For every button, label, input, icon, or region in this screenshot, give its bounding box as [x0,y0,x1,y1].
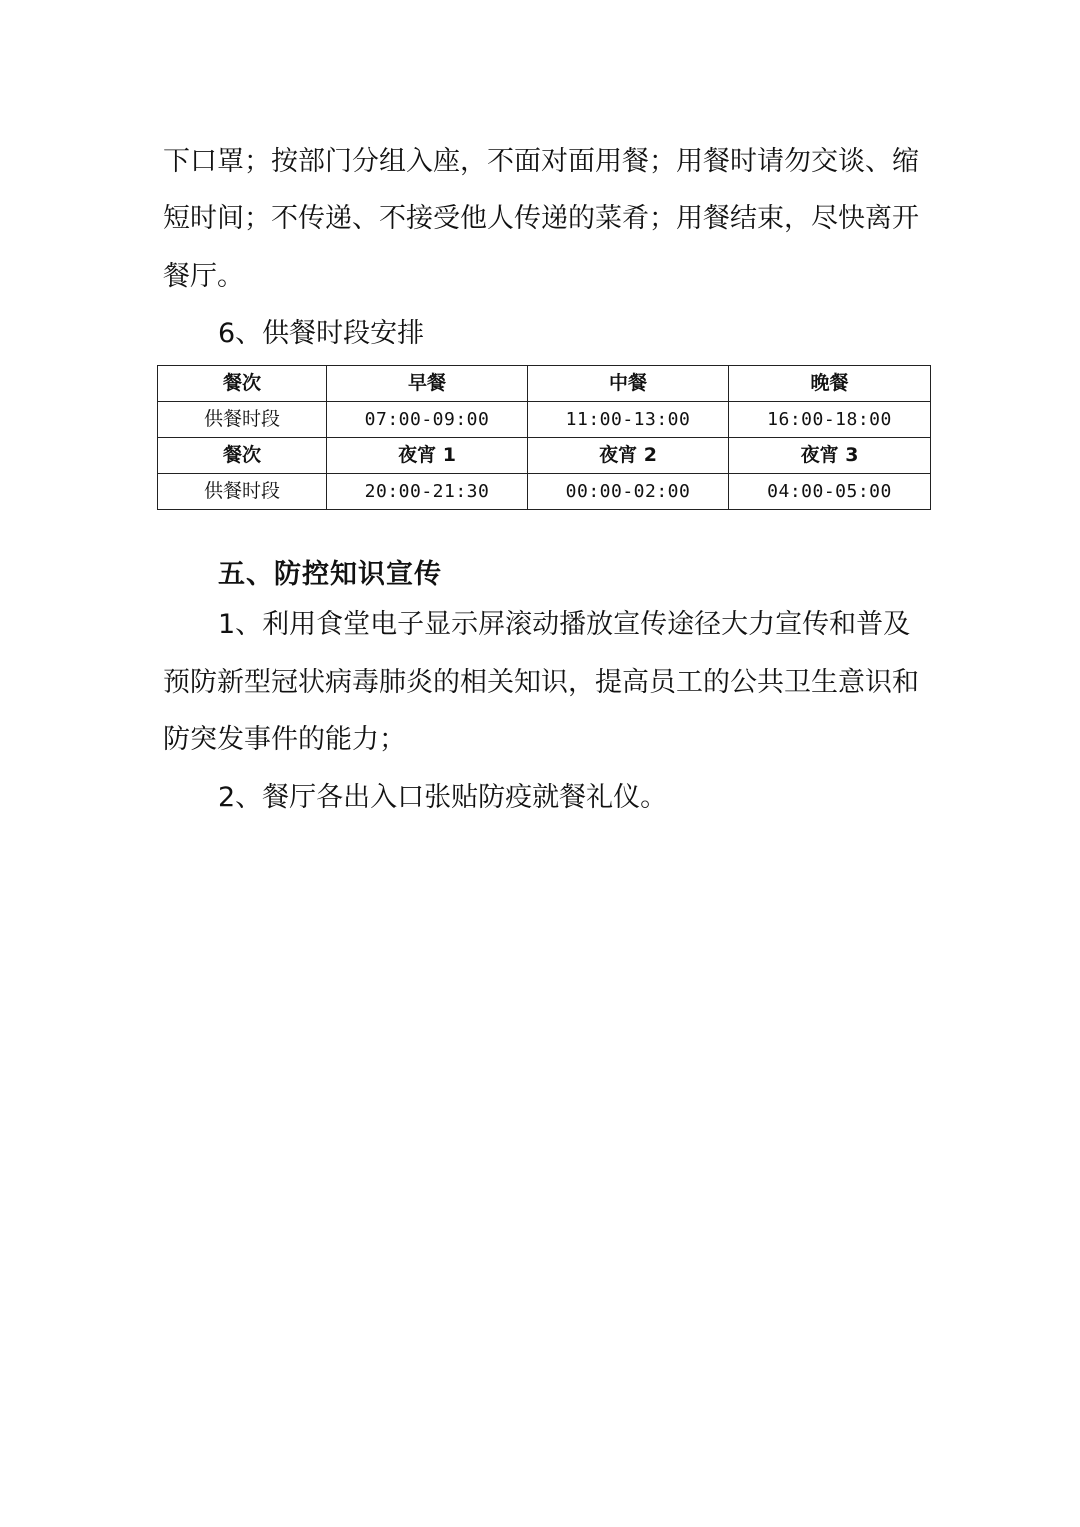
table-cell: 供餐时段 [158,474,327,510]
table-cell: 04:00-05:00 [729,474,931,510]
table-cell: 夜宵 2 [528,438,729,474]
paragraph-line: 下口罩；按部门分组入座，不面对面用餐；用餐时请勿交谈、缩 [163,146,919,177]
table-cell: 夜宵 1 [327,438,528,474]
paragraph-line: 餐厅。 [163,261,244,292]
table-cell: 16:00-18:00 [729,402,931,438]
table-row [158,402,931,438]
table-cell: 夜宵 3 [729,438,931,474]
table-row [158,366,931,402]
table-cell: 11:00-13:00 [528,402,729,438]
paragraph-line: 2、餐厅各出入口张贴防疫就餐礼仪。 [218,782,668,813]
table-cell: 餐次 [158,438,327,474]
paragraph-line: 短时间；不传递、不接受他人传递的菜肴；用餐结束，尽快离开 [163,203,919,234]
table-cell: 供餐时段 [158,402,327,438]
section-5-heading: 五、防控知识宣传 [218,559,442,590]
table-cell: 中餐 [528,366,729,402]
paragraph-line: 1、利用食堂电子显示屏滚动播放宣传途径大力宣传和普及 [218,609,911,640]
table-cell: 餐次 [158,366,327,402]
table-cell: 00:00-02:00 [528,474,729,510]
meal-schedule-table [157,365,931,510]
paragraph-line: 预防新型冠状病毒肺炎的相关知识，提高员工的公共卫生意识和 [163,667,919,698]
table-cell: 晚餐 [729,366,931,402]
table-cell: 20:00-21:30 [327,474,528,510]
item-6-title: 6、供餐时段安排 [218,318,425,349]
paragraph-line: 防突发事件的能力； [163,724,406,755]
table-cell: 07:00-09:00 [327,402,528,438]
table-row [158,438,931,474]
table-row [158,474,931,510]
table-cell: 早餐 [327,366,528,402]
